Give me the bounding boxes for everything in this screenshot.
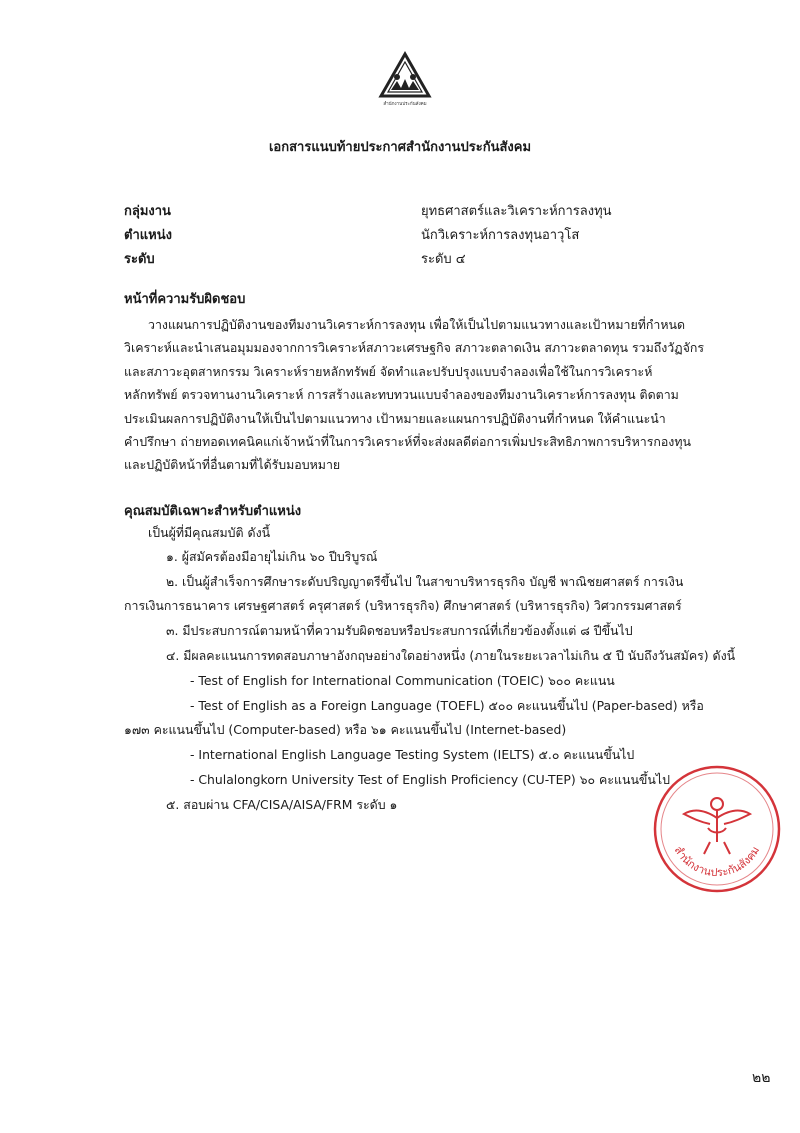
meta-value: ระดับ ๔ [421, 252, 466, 267]
logo-text: สำนักงานประกันสังคม [383, 102, 427, 107]
duties-heading: หน้าที่ความรับผิดชอบ [124, 292, 246, 307]
english-test-toefl: - Test of English as a Foreign Language (TOEFL) ๕๐๐ คะแนนขึ้นไป (Paper-based) หรือ [190, 698, 704, 713]
duties-line: และสภาวะอุตสาหกรรม วิเคราะห์รายหลักทรัพย์ จัดทำและปรับปรุงแบบจำลองเพื่อใช้ในการวิเคราะห์ [124, 363, 653, 379]
english-test-cutep: - Chulalongkorn University Test of English Proficiency (CU-TEP) ๖๐ คะแนนขึ้นไป [190, 772, 670, 787]
meta-key: กลุ่มงาน [124, 204, 171, 219]
duties-line: และปฏิบัติหน้าที่อื่นตามที่ได้รับมอบหมาย [124, 457, 341, 473]
qualification-item: ๕. สอบผ่าน CFA/CISA/AISA/FRM ระดับ ๑ [166, 797, 398, 812]
page-number: ๒๒ [752, 1070, 771, 1086]
duties-paragraph [124, 313, 758, 477]
english-test-toeic: - Test of English for International Communication (TOEIC) ๖๐๐ คะแนน [190, 673, 615, 688]
garuda-seal-icon [650, 762, 784, 896]
duties-line: หลักทรัพย์ ตรวจทานงานวิเคราะห์ การสร้างและทบทวนแบบจำลองของทีมงานวิเคราะห์การลงทุน ติดตาม [124, 387, 679, 403]
meta-value: ยุทธศาสตร์และวิเคราะห์การลงทุน [421, 204, 612, 219]
seal-text: สำนักงานประกันสังคม [671, 843, 763, 880]
qualification-item: ๒. เป็นผู้สำเร็จการศึกษาระดับปริญญาตรีขึ้นไป ในสาขาบริหารธุรกิจ บัญชี พาณิชยศาสตร์ การเงิน [166, 574, 684, 589]
duties-line: คำปรึกษา ถ่ายทอดเทคนิคแก่เจ้าหน้าที่ในการวิเคราะห์ที่จะส่งผลดีต่อการเพิ่มประสิทธิภาพการบริหารกองทุน [124, 433, 691, 449]
document-title: เอกสารแนบท้ายประกาศสำนักงานประกันสังคม [268, 140, 532, 155]
english-test-toefl-continued: ๑๗๓ คะแนนขึ้นไป (Computer-based) หรือ ๖๑ คะแนนขึ้นไป (Internet-based) [124, 722, 567, 737]
meta-key: ตำแหน่ง [124, 228, 172, 243]
duties-line: วิเคราะห์และนำเสนอมุมมองจากการวิเคราะห์สภาวะเศรษฐกิจ สภาวะตลาดเงิน สภาวะตลาดทุน รวมถึงวัฏจักร [124, 340, 704, 356]
sso-emblem-icon [377, 50, 433, 110]
duties-line: วางแผนการปฏิบัติงานของทีมงานวิเคราะห์การลงทุน เพื่อให้เป็นไปตามแนวทางและเป้าหมายที่กำหนด [148, 317, 686, 332]
qualification-item: ๑. ผู้สมัครต้องมีอายุไม่เกิน ๖๐ ปีบริบูรณ์ [166, 549, 378, 564]
qualifications-intro: เป็นผู้ที่มีคุณสมบัติ ดังนี้ [148, 525, 271, 540]
meta-key: ระดับ [124, 252, 155, 267]
meta-value: นักวิเคราะห์การลงทุนอาวุโส [421, 228, 580, 243]
qualification-item: ๔. มีผลคะแนนการทดสอบภาษาอังกฤษอย่างใดอย่างหนึ่ง (ภายในระยะเวลาไม่เกิน ๕ ปี นับถึงวันสมัคร) ดังนี้ [166, 648, 736, 663]
qualification-item: ๓. มีประสบการณ์ตามหน้าที่ความรับผิดชอบหรือประสบการณ์ที่เกี่ยวข้องตั้งแต่ ๘ ปีขึ้นไป [166, 623, 633, 638]
qualification-item-continued: การเงินการธนาคาร เศรษฐศาสตร์ ครุศาสตร์ (บริหารธุรกิจ) ศึกษาศาสตร์ (บริหารธุรกิจ) วิศวกรรมศาสตร์ [124, 598, 682, 613]
svg-text:สำนักงานประกันสังคม [672, 844, 763, 879]
english-test-ielts: - International English Language Testing System (IELTS) ๕.๐ คะแนนขึ้นไป [190, 747, 635, 762]
qualifications-heading: คุณสมบัติเฉพาะสำหรับตำแหน่ง [124, 504, 302, 519]
duties-line: ประเมินผลการปฏิบัติงานให้เป็นไปตามแนวทาง เป้าหมายและแผนการปฏิบัติงานที่กำหนด ให้คำแนะนำ [124, 410, 666, 426]
